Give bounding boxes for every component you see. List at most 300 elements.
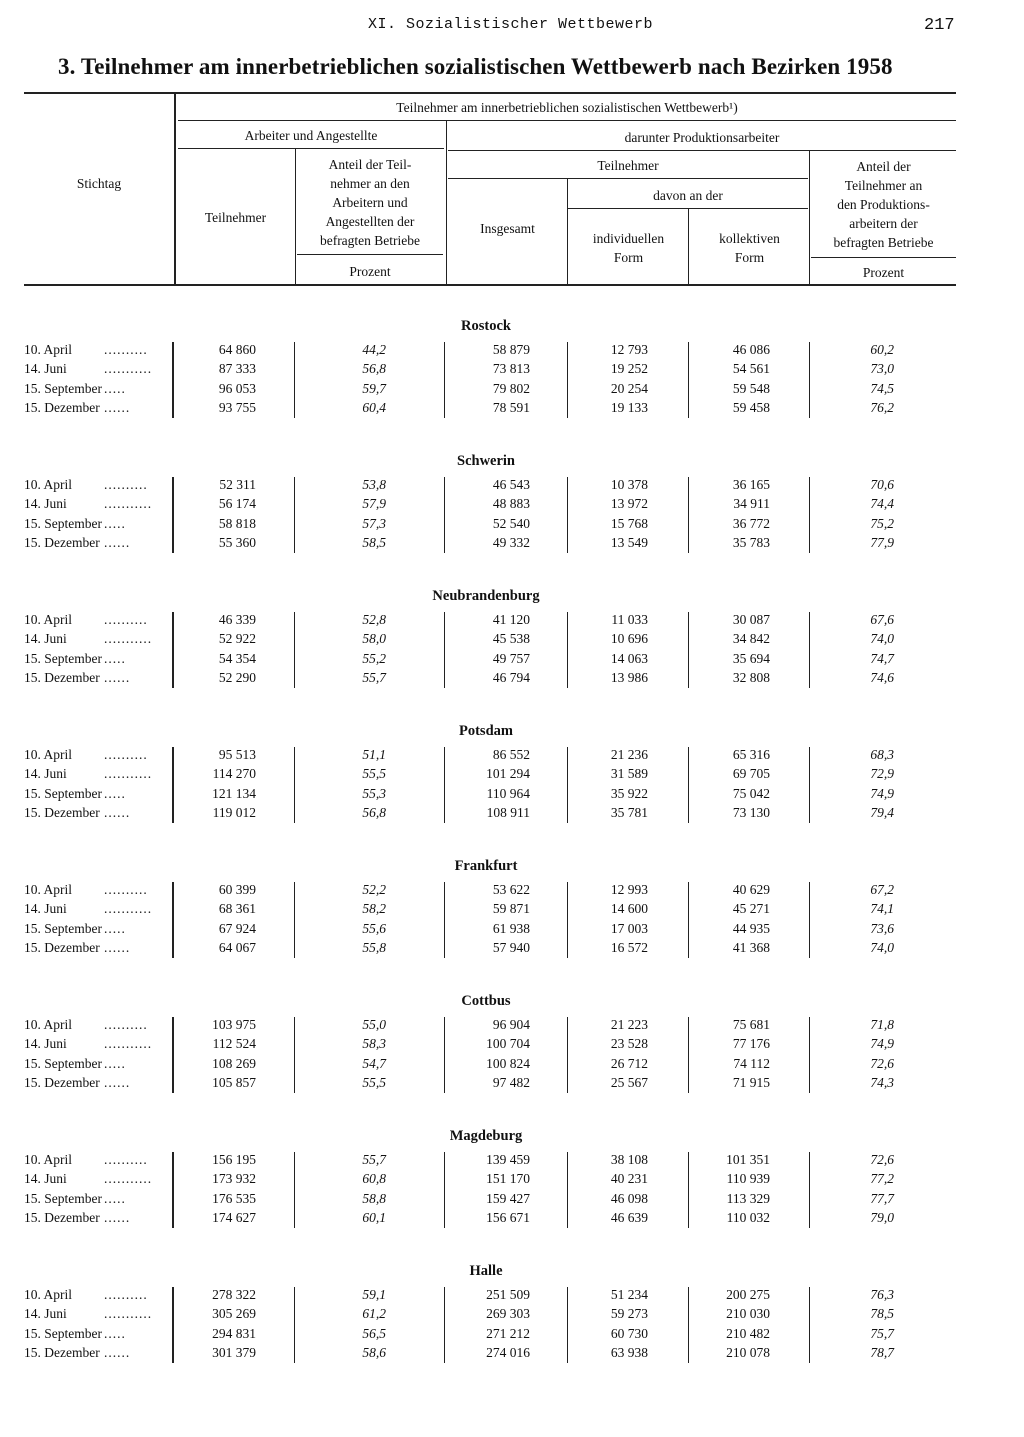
row-date: 15. September <box>24 1190 102 1206</box>
header-arbeiter: Arbeiter und Angestellte <box>244 128 378 143</box>
teilnehmer-value: 46 339 <box>218 612 256 627</box>
individuell-value: 46 098 <box>610 1190 648 1206</box>
row-date: 15. September <box>24 650 102 666</box>
individuell-value: 14 600 <box>610 901 648 917</box>
header-vline-stichtag <box>174 92 176 284</box>
table-row <box>0 747 1024 766</box>
region-name: Neubrandenburg <box>432 588 540 604</box>
header-top: Teilnehmer am innerbetrieblichen sozialistischen Wettbewerb¹) <box>396 100 738 115</box>
individuell-value: 13 972 <box>610 496 648 512</box>
insgesamt-value: 151 170 <box>486 1171 530 1187</box>
individuell-value: 11 033 <box>611 612 648 627</box>
leader-dots: ........... <box>104 496 153 512</box>
individuell-value: 31 589 <box>610 766 648 782</box>
anteil-value: 59,1 <box>362 1287 386 1302</box>
anteil-produktion-value: 70,6 <box>870 477 894 492</box>
teilnehmer-value: 278 322 <box>212 1287 256 1302</box>
kollektiv-value: 54 561 <box>732 361 770 377</box>
row-date: 15. Dezember <box>24 1075 100 1091</box>
table-row <box>0 1152 1024 1171</box>
header-prozent1: Prozent <box>349 264 391 279</box>
leader-dots: ..... <box>104 785 126 801</box>
leader-dots: ...... <box>104 1075 131 1091</box>
anteil-produktion-value: 77,9 <box>870 535 894 551</box>
individuell-value: 21 223 <box>610 1017 648 1032</box>
anteil-value: 58,8 <box>362 1190 386 1206</box>
table-row <box>0 901 1024 920</box>
insgesamt-value: 156 671 <box>486 1210 530 1226</box>
insgesamt-value: 61 938 <box>492 920 530 936</box>
page-number: 217 <box>924 16 955 35</box>
individuell-value: 21 236 <box>610 747 648 762</box>
kollektiv-value: 45 271 <box>732 901 770 917</box>
anteil-produktion-value: 75,2 <box>870 515 894 531</box>
kollektiv-value: 73 130 <box>732 805 770 821</box>
row-date: 15. Dezember <box>24 1345 100 1361</box>
table-row <box>0 1191 1024 1210</box>
kollektiv-value: 35 694 <box>732 650 770 666</box>
anteil-produktion-value: 77,7 <box>870 1190 894 1206</box>
kollektiv-value: 40 629 <box>732 882 770 897</box>
rule-prozent1 <box>297 254 443 255</box>
anteil-value: 52,8 <box>362 612 386 627</box>
teilnehmer-value: 176 535 <box>212 1190 256 1206</box>
rule-top-group <box>178 120 956 121</box>
leader-dots: ........... <box>104 1306 153 1322</box>
anteil-value: 56,8 <box>362 805 386 821</box>
individuell-value: 26 712 <box>610 1055 648 1071</box>
kollektiv-value: 210 030 <box>726 1306 770 1322</box>
kollektiv-value: 59 548 <box>732 380 770 396</box>
row-date: 15. September <box>24 515 102 531</box>
row-date: 14. Juni <box>24 361 67 377</box>
header-bottom-rule <box>24 284 956 286</box>
row-date: 10. April <box>24 882 73 897</box>
individuell-value: 10 378 <box>610 477 648 492</box>
table-row <box>0 882 1024 901</box>
kollektiv-value: 74 112 <box>733 1055 770 1071</box>
row-date: 14. Juni <box>24 496 67 512</box>
individuell-value: 15 768 <box>610 515 648 531</box>
teilnehmer-value: 58 818 <box>218 515 256 531</box>
table-row <box>0 612 1024 631</box>
teilnehmer-value: 52 311 <box>219 477 256 492</box>
individuell-value: 25 567 <box>610 1075 648 1091</box>
teilnehmer-value: 105 857 <box>212 1075 256 1091</box>
anteil-value: 58,6 <box>362 1345 386 1361</box>
teilnehmer-value: 103 975 <box>212 1017 256 1032</box>
row-date: 15. Dezember <box>24 400 100 416</box>
anteil-value: 57,9 <box>362 496 386 512</box>
header-top-rule <box>24 92 956 94</box>
insgesamt-value: 108 911 <box>486 805 530 821</box>
region-name: Magdeburg <box>449 1128 523 1144</box>
leader-dots: .......... <box>104 882 148 897</box>
teilnehmer-value: 52 922 <box>218 631 256 647</box>
insgesamt-value: 45 538 <box>492 631 530 647</box>
anteil-value: 55,5 <box>362 766 386 782</box>
kollektiv-value: 44 935 <box>732 920 770 936</box>
anteil-produktion-value: 74,4 <box>870 496 894 512</box>
table-row <box>0 921 1024 940</box>
header-kollektiv: kollektiven Form <box>719 231 780 265</box>
insgesamt-value: 49 757 <box>492 650 530 666</box>
kollektiv-value: 75 042 <box>732 785 770 801</box>
anteil-value: 51,1 <box>362 747 386 762</box>
teilnehmer-value: 294 831 <box>212 1325 256 1341</box>
anteil-produktion-value: 74,9 <box>870 785 894 801</box>
header-teilnehmer: Teilnehmer <box>204 210 267 225</box>
table-row <box>0 1287 1024 1306</box>
teilnehmer-value: 156 195 <box>212 1152 256 1167</box>
anteil-produktion-value: 60,2 <box>870 342 894 357</box>
insgesamt-value: 271 212 <box>486 1325 530 1341</box>
teilnehmer-value: 67 924 <box>218 920 256 936</box>
header-vline-2 <box>446 121 447 284</box>
anteil-value: 58,5 <box>362 535 386 551</box>
leader-dots: ..... <box>104 1190 126 1206</box>
header-vline-4 <box>688 208 689 284</box>
individuell-value: 40 231 <box>610 1171 648 1187</box>
anteil-produktion-value: 68,3 <box>870 747 894 762</box>
insgesamt-value: 53 622 <box>492 882 530 897</box>
row-date: 10. April <box>24 747 73 762</box>
anteil-value: 52,2 <box>362 882 386 897</box>
header-davon: davon an der <box>653 188 723 203</box>
kollektiv-value: 101 351 <box>726 1152 770 1167</box>
row-date: 15. September <box>24 1055 102 1071</box>
leader-dots: ........... <box>104 1171 153 1187</box>
teilnehmer-value: 119 012 <box>212 805 256 821</box>
anteil-produktion-value: 74,7 <box>870 650 894 666</box>
kollektiv-value: 113 329 <box>726 1190 770 1206</box>
row-date: 15. September <box>24 785 102 801</box>
leader-dots: ...... <box>104 535 131 551</box>
anteil-produktion-value: 74,3 <box>870 1075 894 1091</box>
leader-dots: ..... <box>104 650 126 666</box>
table-row <box>0 1075 1024 1094</box>
row-date: 15. September <box>24 1325 102 1341</box>
anteil-value: 44,2 <box>362 342 386 357</box>
insgesamt-value: 46 794 <box>492 670 530 686</box>
anteil-value: 55,3 <box>362 785 386 801</box>
row-date: 14. Juni <box>24 901 67 917</box>
row-date: 14. Juni <box>24 1306 67 1322</box>
teilnehmer-value: 301 379 <box>212 1345 256 1361</box>
anteil-produktion-value: 76,3 <box>870 1287 894 1302</box>
leader-dots: ..... <box>104 380 126 396</box>
individuell-value: 17 003 <box>610 920 648 936</box>
leader-dots: ...... <box>104 1210 131 1226</box>
teilnehmer-value: 173 932 <box>212 1171 256 1187</box>
anteil-value: 55,2 <box>362 650 386 666</box>
anteil-produktion-value: 71,8 <box>870 1017 894 1032</box>
leader-dots: ........... <box>104 1036 153 1052</box>
table-row <box>0 1345 1024 1364</box>
table-row <box>0 670 1024 689</box>
header-vline-5 <box>809 150 810 284</box>
leader-dots: ...... <box>104 1345 131 1361</box>
header-anteil2: Anteil der Teilnehmer an den Produktions- arbeitern der befragten Betriebe <box>833 159 934 250</box>
individuell-value: 19 133 <box>610 400 648 416</box>
teilnehmer-value: 56 174 <box>218 496 256 512</box>
anteil-produktion-value: 74,5 <box>870 380 894 396</box>
table-title: 3. Teilnehmer am innerbetrieblichen sozialistischen Wettbewerb nach Bezirken 1958 <box>58 54 893 79</box>
insgesamt-value: 101 294 <box>486 766 530 782</box>
kollektiv-value: 65 316 <box>732 747 770 762</box>
leader-dots: ..... <box>104 920 126 936</box>
leader-dots: ........... <box>104 901 153 917</box>
teilnehmer-value: 52 290 <box>218 670 256 686</box>
insgesamt-value: 159 427 <box>486 1190 530 1206</box>
anteil-value: 55,0 <box>362 1017 386 1032</box>
row-date: 10. April <box>24 612 73 627</box>
anteil-produktion-value: 79,4 <box>870 805 894 821</box>
teilnehmer-value: 114 270 <box>212 766 256 782</box>
anteil-value: 53,8 <box>362 477 386 492</box>
leader-dots: ........... <box>104 361 153 377</box>
anteil-produktion-value: 74,6 <box>870 670 894 686</box>
insgesamt-value: 73 813 <box>492 361 530 377</box>
anteil-produktion-value: 76,2 <box>870 400 894 416</box>
table-row <box>0 805 1024 824</box>
anteil-produktion-value: 74,1 <box>870 901 894 917</box>
region-name: Halle <box>469 1263 503 1279</box>
teilnehmer-value: 93 755 <box>218 400 256 416</box>
rule-teilnehmer <box>448 178 808 179</box>
table-row <box>0 535 1024 554</box>
table-row <box>0 651 1024 670</box>
table-row <box>0 1210 1024 1229</box>
anteil-value: 54,7 <box>362 1055 386 1071</box>
kollektiv-value: 34 911 <box>733 496 770 512</box>
table-row <box>0 516 1024 535</box>
insgesamt-value: 96 904 <box>492 1017 530 1032</box>
teilnehmer-value: 64 860 <box>218 342 256 357</box>
leader-dots: ...... <box>104 940 131 956</box>
header-teilnehmer2: Teilnehmer <box>597 158 659 173</box>
kollektiv-value: 32 808 <box>732 670 770 686</box>
row-date: 10. April <box>24 1017 73 1032</box>
anteil-value: 58,0 <box>362 631 386 647</box>
individuell-value: 12 793 <box>610 342 648 357</box>
row-date: 15. Dezember <box>24 535 100 551</box>
row-date: 15. September <box>24 380 102 396</box>
teilnehmer-value: 60 399 <box>218 882 256 897</box>
insgesamt-value: 78 591 <box>492 400 530 416</box>
kollektiv-value: 75 681 <box>732 1017 770 1032</box>
leader-dots: .......... <box>104 747 148 762</box>
leader-dots: .......... <box>104 1287 148 1302</box>
table-row <box>0 940 1024 959</box>
leader-dots: .......... <box>104 342 148 357</box>
teilnehmer-value: 87 333 <box>218 361 256 377</box>
individuell-value: 35 922 <box>610 785 648 801</box>
insgesamt-value: 48 883 <box>492 496 530 512</box>
individuell-value: 35 781 <box>610 805 648 821</box>
region-name: Frankfurt <box>454 858 518 874</box>
header-insgesamt: Insgesamt <box>480 221 535 236</box>
insgesamt-value: 97 482 <box>492 1075 530 1091</box>
kollektiv-value: 59 458 <box>732 400 770 416</box>
anteil-produktion-value: 67,2 <box>870 882 894 897</box>
row-date: 15. Dezember <box>24 670 100 686</box>
individuell-value: 59 273 <box>610 1306 648 1322</box>
row-date: 10. April <box>24 1152 73 1167</box>
table-row <box>0 1056 1024 1075</box>
row-date: 10. April <box>24 342 73 357</box>
anteil-value: 61,2 <box>362 1306 386 1322</box>
insgesamt-value: 79 802 <box>492 380 530 396</box>
table-row <box>0 496 1024 515</box>
leader-dots: ..... <box>104 515 126 531</box>
leader-dots: ...... <box>104 805 131 821</box>
table-row <box>0 342 1024 361</box>
teilnehmer-value: 64 067 <box>218 940 256 956</box>
rule-darunter <box>448 150 956 151</box>
row-date: 15. Dezember <box>24 940 100 956</box>
region-name: Rostock <box>461 318 511 334</box>
leader-dots: .......... <box>104 612 148 627</box>
anteil-produktion-value: 78,7 <box>870 1345 894 1361</box>
teilnehmer-value: 54 354 <box>218 650 256 666</box>
header-individuell: individuellen Form <box>592 231 665 265</box>
teilnehmer-value: 121 134 <box>212 785 256 801</box>
individuell-value: 51 234 <box>610 1287 648 1302</box>
leader-dots: ........... <box>104 766 153 782</box>
anteil-produktion-value: 74,0 <box>870 631 894 647</box>
leader-dots: ...... <box>104 400 131 416</box>
anteil-value: 60,1 <box>362 1210 386 1226</box>
rule-prozent2 <box>811 257 956 258</box>
individuell-value: 20 254 <box>610 380 648 396</box>
table-row <box>0 786 1024 805</box>
insgesamt-value: 100 824 <box>486 1055 530 1071</box>
insgesamt-value: 57 940 <box>492 940 530 956</box>
leader-dots: ..... <box>104 1055 126 1071</box>
table-row <box>0 400 1024 419</box>
individuell-value: 38 108 <box>610 1152 648 1167</box>
insgesamt-value: 100 704 <box>486 1036 530 1052</box>
header-darunter: darunter Produktionsarbeiter <box>624 130 780 145</box>
header-anteil1: Anteil der Teil- nehmer an den Arbeitern und Angestellten der befragten Betriebe <box>319 157 421 248</box>
kollektiv-value: 46 086 <box>732 342 770 357</box>
row-date: 14. Juni <box>24 1171 67 1187</box>
row-date: 14. Juni <box>24 1036 67 1052</box>
table-row <box>0 1036 1024 1055</box>
insgesamt-value: 46 543 <box>492 477 530 492</box>
anteil-produktion-value: 67,6 <box>870 612 894 627</box>
table-row <box>0 1326 1024 1345</box>
header-stichtag: Stichtag <box>76 176 122 191</box>
anteil-value: 55,5 <box>362 1075 386 1091</box>
kollektiv-value: 77 176 <box>732 1036 770 1052</box>
anteil-value: 60,8 <box>362 1171 386 1187</box>
leader-dots: .......... <box>104 1152 148 1167</box>
region-name: Cottbus <box>461 993 511 1009</box>
table-row <box>0 631 1024 650</box>
insgesamt-value: 251 509 <box>486 1287 530 1302</box>
individuell-value: 10 696 <box>610 631 648 647</box>
leader-dots: ..... <box>104 1325 126 1341</box>
table-row <box>0 477 1024 496</box>
anteil-value: 59,7 <box>362 380 386 396</box>
teilnehmer-value: 96 053 <box>218 380 256 396</box>
kollektiv-value: 110 939 <box>726 1171 770 1187</box>
leader-dots: .......... <box>104 1017 148 1032</box>
insgesamt-value: 59 871 <box>492 901 530 917</box>
header-vline-1 <box>295 148 296 284</box>
insgesamt-value: 274 016 <box>486 1345 530 1361</box>
leader-dots: ........... <box>104 631 153 647</box>
insgesamt-value: 110 964 <box>486 785 530 801</box>
kollektiv-value: 41 368 <box>732 940 770 956</box>
anteil-produktion-value: 75,7 <box>870 1325 894 1341</box>
table-row <box>0 361 1024 380</box>
row-date: 15. September <box>24 920 102 936</box>
teilnehmer-value: 68 361 <box>218 901 256 917</box>
kollektiv-value: 36 772 <box>732 515 770 531</box>
insgesamt-value: 269 303 <box>486 1306 530 1322</box>
anteil-value: 58,3 <box>362 1036 386 1052</box>
anteil-value: 55,6 <box>362 920 386 936</box>
kollektiv-value: 36 165 <box>732 477 770 492</box>
table-row <box>0 1017 1024 1036</box>
teilnehmer-value: 108 269 <box>212 1055 256 1071</box>
kollektiv-value: 210 078 <box>726 1345 770 1361</box>
kollektiv-value: 210 482 <box>726 1325 770 1341</box>
insgesamt-value: 139 459 <box>486 1152 530 1167</box>
anteil-produktion-value: 72,6 <box>870 1055 894 1071</box>
anteil-value: 58,2 <box>362 901 386 917</box>
insgesamt-value: 41 120 <box>492 612 530 627</box>
header-prozent2: Prozent <box>862 265 905 280</box>
insgesamt-value: 52 540 <box>492 515 530 531</box>
teilnehmer-value: 305 269 <box>212 1306 256 1322</box>
rule-arbeiter <box>178 148 444 149</box>
teilnehmer-value: 112 524 <box>212 1036 256 1052</box>
kollektiv-value: 200 275 <box>726 1287 770 1302</box>
row-date: 14. Juni <box>24 766 67 782</box>
section-title: XI. Sozialistischer Wettbewerb <box>368 16 654 33</box>
table-row <box>0 766 1024 785</box>
individuell-value: 60 730 <box>610 1325 648 1341</box>
kollektiv-value: 30 087 <box>732 612 770 627</box>
teilnehmer-value: 55 360 <box>218 535 256 551</box>
row-date: 14. Juni <box>24 631 67 647</box>
anteil-value: 56,8 <box>362 361 386 377</box>
row-date: 10. April <box>24 477 73 492</box>
anteil-value: 56,5 <box>362 1325 386 1341</box>
insgesamt-value: 58 879 <box>492 342 530 357</box>
anteil-value: 55,8 <box>362 940 386 956</box>
individuell-value: 13 986 <box>610 670 648 686</box>
leader-dots: .......... <box>104 477 148 492</box>
anteil-produktion-value: 74,9 <box>870 1036 894 1052</box>
insgesamt-value: 49 332 <box>492 535 530 551</box>
anteil-produktion-value: 72,9 <box>870 766 894 782</box>
individuell-value: 63 938 <box>610 1345 648 1361</box>
individuell-value: 16 572 <box>610 940 648 956</box>
individuell-value: 14 063 <box>610 650 648 666</box>
kollektiv-value: 69 705 <box>732 766 770 782</box>
kollektiv-value: 35 783 <box>732 535 770 551</box>
individuell-value: 13 549 <box>610 535 648 551</box>
table-row <box>0 381 1024 400</box>
table-row <box>0 1171 1024 1190</box>
teilnehmer-value: 95 513 <box>218 747 256 762</box>
anteil-value: 60,4 <box>362 400 386 416</box>
